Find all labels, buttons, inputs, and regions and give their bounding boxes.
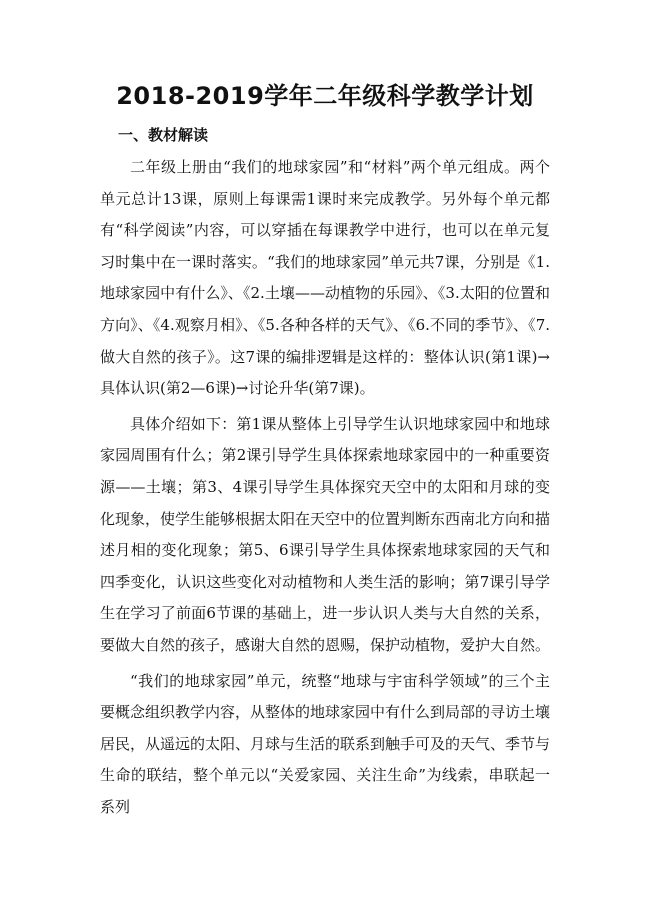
document-title: 2018-2019学年二年级科学教学计划 [116,82,534,110]
paragraph-lesson-details: 具体介绍如下：第1课从整体上引导学生认识地球家园中和地球家园周围有什么；第2课引导学生具体探索地球家园中的一种重要资源——土壤；第3、4课引导学生具体探究天空中的太阳和月球的变化现象，使学生能够根据太阳在天空中的位置判断东西南北方向和描述月相的变化现象；第5、6课引导学生具体探索地球家园的天气和四季变化，认识这些变化对动植物和人类生活的影响；第7课引导学生在学习了前面6节课的基础上，进一步认识人类与大自然的关系，要做大自然的孩子，感谢大自然的恩赐，保护动植物，爱护大自然。 [100,414,551,654]
paragraph-unit-concepts: “我们的地球家园”单元，统整“地球与宇宙科学领域”的三个主要概念组织教学内容，从整体的地球家园中有什么到局部的寻访土壤居民，从遥远的太阳、月球与生活的联系到触手可及的天气、季节与生命的联结，整个单元以“关爱家园、关注生命”为线索，串联起一系列 [100,671,551,816]
paragraph-unit-overview: 二年级上册由“我们的地球家园”和“材料”两个单元组成。两个单元总计13课，原则上每课需1课时来完成教学。另外每个单元都有“科学阅读”内容，可以穿插在每课教学中进行，也可以在单元复习时集中在一课时落实。“我们的地球家园”单元共7课，分别是《1.地球家园中有什么》、《2.土壤——动植物的乐园》、《3.太阳的位置和方向》、《4.观察月相》、《5.各种各样的天气》、《6.不同的季节》、《7.做大自然的孩子》。这7课的编排逻辑是这样的：整体认识(第1课)→具体认识(第2—6课)→讨论升华(第7课)。 [100,158,550,398]
section-heading: 一、教材解读 [118,126,209,144]
section-textbook-analysis [100,122,550,823]
